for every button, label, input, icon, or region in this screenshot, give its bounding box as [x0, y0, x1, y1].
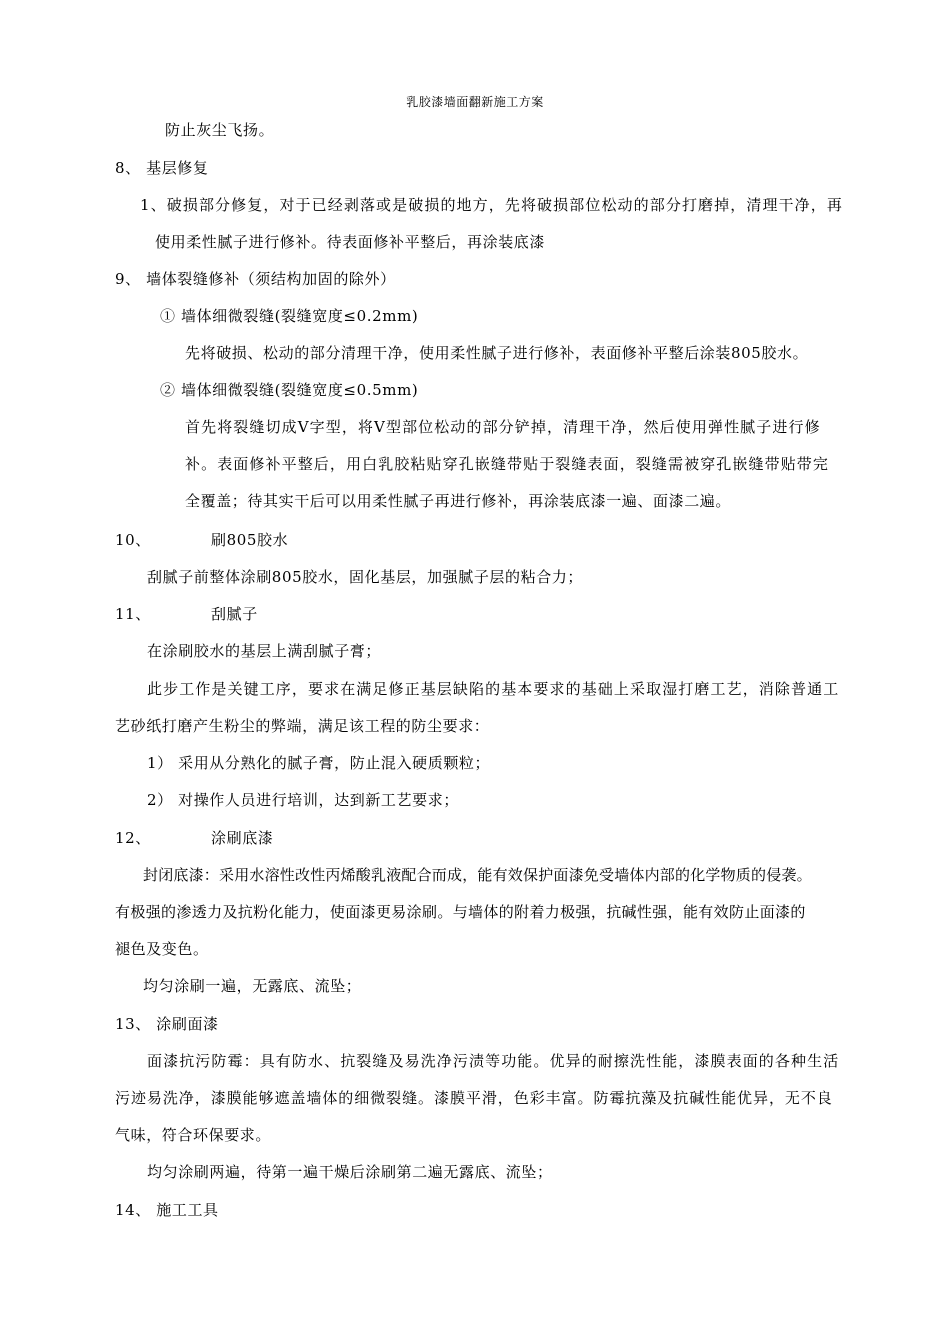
section-title-10: 刷805胶水 [211, 531, 289, 549]
section-number-11: 11、 [115, 605, 151, 623]
list-item: 1） 采用从分熟化的腻子膏，防止混入硬质颗粒； [147, 754, 491, 772]
paragraph-line: 有极强的渗透力及抗粉化能力，使面漆更易涂刷。与墙体的附着力极强，抗碱性强，能有效防止面漆的 [115, 903, 806, 921]
section-title-12: 涂刷底漆 [211, 829, 274, 847]
section-number-10: 10、 [115, 531, 151, 549]
paragraph-line: 褪色及变色。 [115, 940, 209, 958]
paragraph-line: 均匀涂刷两遍，待第一遍干燥后涂刷第二遍无露底、流坠； [147, 1163, 553, 1181]
list-item: 2） 对操作人员进行培训，达到新工艺要求； [147, 791, 459, 809]
paragraph-line: 全覆盖；待其实干后可以用柔性腻子再进行修补，再涂装底漆一遍、面漆二遍。 [185, 492, 732, 510]
paragraph-line: 在涂刷胶水的基层上满刮腻子膏； [147, 642, 382, 660]
section-number-12: 12、 [115, 829, 151, 847]
section-heading-13: 13、 涂刷面漆 [115, 1015, 219, 1033]
section-heading-8: 8、 基层修复 [115, 159, 209, 177]
section-title-11: 刮腻子 [211, 605, 258, 623]
paragraph-line: 使用柔性腻子进行修补。待表面修补平整后，再涂装底漆 [155, 233, 546, 251]
paragraph-line: 艺砂纸打磨产生粉尘的弊端，满足该工程的防尘要求： [115, 717, 490, 735]
paragraph-line: 防止灰尘飞扬。 [165, 121, 275, 139]
paragraph-line: 刮腻子前整体涂刷805胶水，固化基层，加强腻子层的粘合力； [147, 568, 584, 586]
paragraph-line: 气味，符合环保要求。 [115, 1126, 272, 1144]
section-heading-9: 9、 墙体裂缝修补（须结构加固的除外） [115, 270, 396, 288]
paragraph-line: 先将破损、松动的部分清理干净，使用柔性腻子进行修补，表面修补平整后涂装805胶水。 [185, 344, 809, 362]
paragraph-line: 此步工作是关键工序，要求在满足修正基层缺陷的基本要求的基础上采取湿打磨工艺，消除普通工 [147, 680, 840, 698]
paragraph-line: 首先将裂缝切成V字型，将V型部位松动的部分铲掉，清理干净，然后使用弹性腻子进行修 [185, 418, 821, 436]
subitem-heading-1: ① 墙体细微裂缝(裂缝宽度≤0.2mm) [160, 307, 419, 325]
paragraph-line: 补。表面修补平整后，用白乳胶粘贴穿孔嵌缝带贴于裂缝表面，裂缝需被穿孔嵌缝带贴带完 [185, 455, 830, 473]
page-header: 乳胶漆墙面翻新施工方案 [406, 95, 544, 109]
paragraph-line: 面漆抗污防霉：具有防水、抗裂缝及易洗净污渍等功能。优异的耐擦洗性能，漆膜表面的各种生活 [147, 1052, 840, 1070]
section-heading-14: 14、 施工工具 [115, 1201, 219, 1219]
subitem-heading-2: ② 墙体细微裂缝(裂缝宽度≤0.5mm) [160, 381, 419, 399]
paragraph-line: 1、破损部分修复，对于已经剥落或是破损的地方，先将破损部位松动的部分打磨掉，清理干净，再 [140, 196, 843, 214]
paragraph-line: 污迹易洗净，漆膜能够遮盖墙体的细微裂缝。漆膜平滑，色彩丰富。防霉抗藻及抗碱性能优异，无不良 [115, 1089, 833, 1107]
paragraph-line: 均匀涂刷一遍，无露底、流坠； [143, 977, 362, 995]
paragraph-line: 封闭底漆：采用水溶性改性丙烯酸乳液配合而成，能有效保护面漆免受墙体内部的化学物质的侵袭。 [143, 866, 812, 884]
